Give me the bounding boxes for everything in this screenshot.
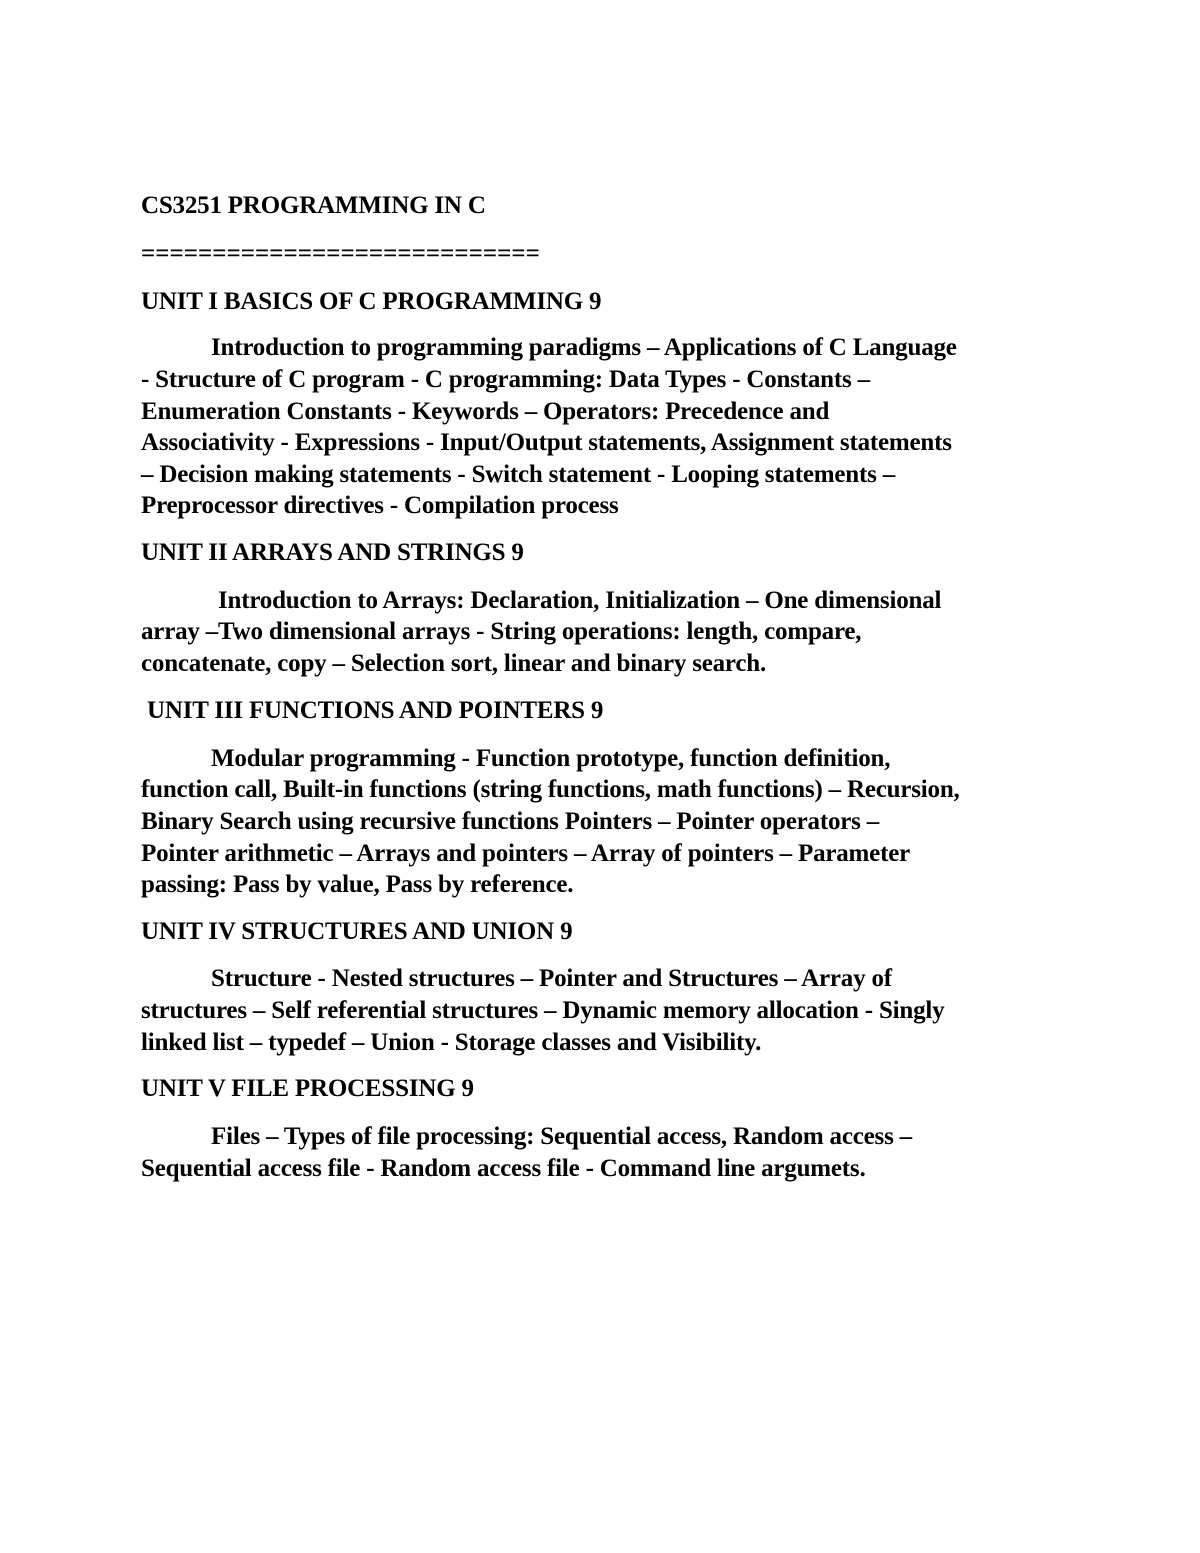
unit-5-heading: UNIT V FILE PROCESSING 9 (141, 1075, 474, 1102)
unit-1-line: Introduction to programming paradigms – Applications of C Language (211, 334, 957, 361)
unit-3-line: Pointer arithmetic – Arrays and pointers – Array of pointers – Parameter (141, 840, 910, 867)
unit-2-line: Introduction to Arrays: Declaration, Initialization – One dimensional (218, 587, 942, 614)
unit-2-line: array –Two dimensional arrays - String operations: length, compare, (141, 618, 862, 645)
unit-1-line: - Structure of C program - C programming: Data Types - Constants – (141, 366, 870, 393)
unit-3-heading: UNIT III FUNCTIONS AND POINTERS 9 (147, 697, 604, 724)
unit-3-line: Binary Search using recursive functions Pointers – Pointer operators – (141, 808, 880, 835)
unit-1-line: Preprocessor directives - Compilation process (141, 492, 619, 519)
unit-3-line: passing: Pass by value, Pass by reference. (141, 871, 574, 898)
unit-1-line: Enumeration Constants - Keywords – Operators: Precedence and (141, 398, 830, 425)
unit-4-line: structures – Self referential structures – Dynamic memory allocation - Singly (141, 997, 945, 1024)
unit-2-line: concatenate, copy – Selection sort, linear and binary search. (141, 650, 767, 677)
title-separator: ============================ (141, 240, 540, 267)
unit-5-line: Sequential access file - Random access file - Command line argumets. (141, 1155, 866, 1182)
unit-2-heading: UNIT II ARRAYS AND STRINGS 9 (141, 539, 524, 566)
unit-5-line: Files – Types of file processing: Sequential access, Random access – (211, 1123, 912, 1150)
unit-3-line: function call, Built-in functions (string functions, math functions) – Recursion, (141, 776, 960, 803)
unit-4-line: Structure - Nested structures – Pointer and Structures – Array of (211, 965, 892, 992)
unit-3-line: Modular programming - Function prototype, function definition, (211, 745, 891, 772)
unit-1-line: Associativity - Expressions - Input/Output statements, Assignment statements (141, 429, 952, 456)
document-title: CS3251 PROGRAMMING IN C (141, 192, 486, 219)
unit-1-line: – Decision making statements - Switch statement - Looping statements – (141, 461, 895, 488)
unit-1-heading: UNIT I BASICS OF C PROGRAMMING 9 (141, 288, 602, 315)
unit-4-line: linked list – typedef – Union - Storage classes and Visibility. (141, 1029, 762, 1056)
unit-4-heading: UNIT IV STRUCTURES AND UNION 9 (141, 918, 573, 945)
